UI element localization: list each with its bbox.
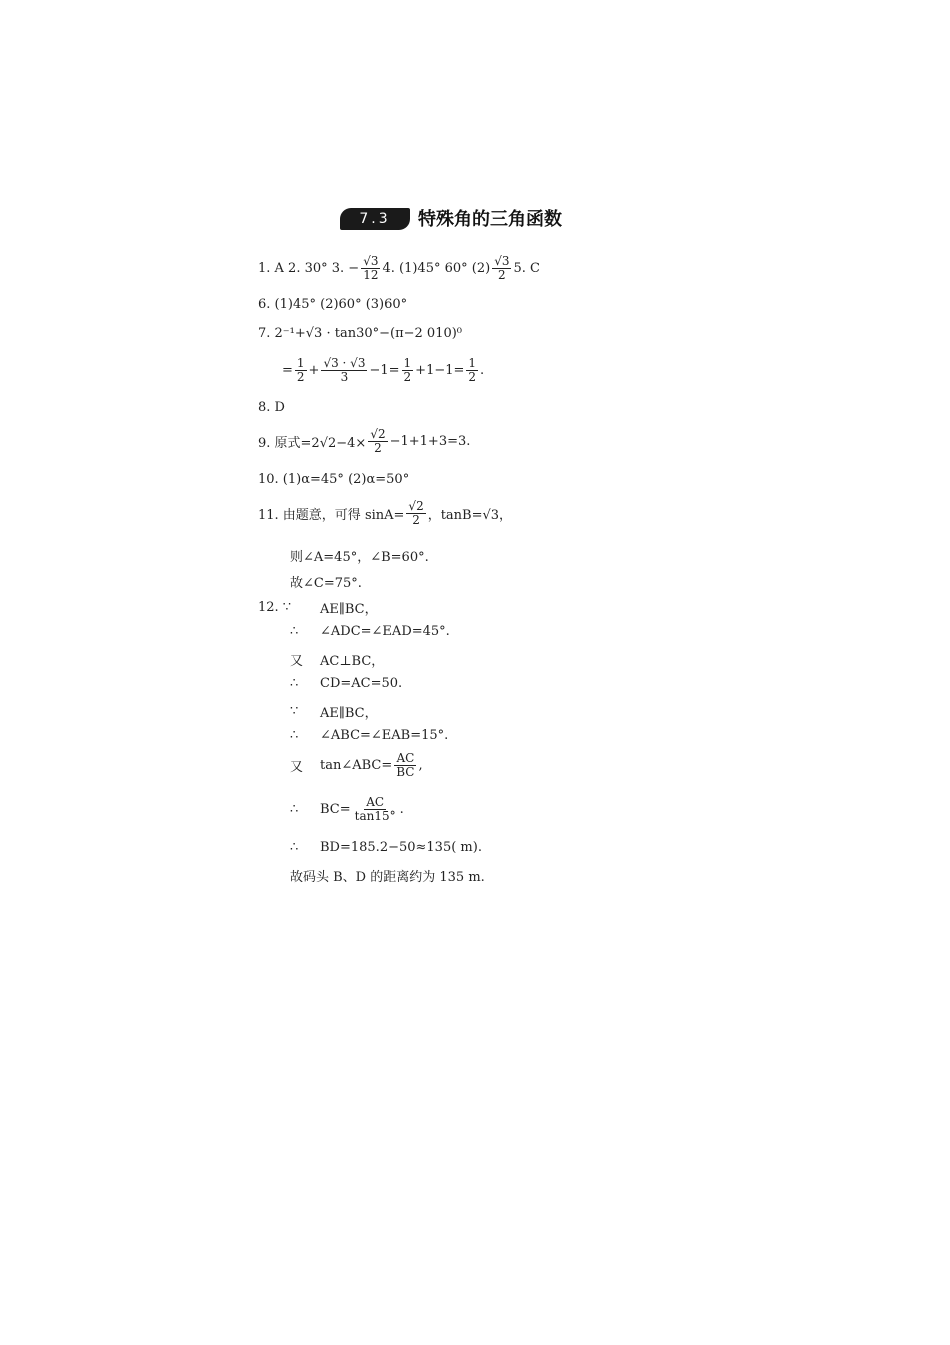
- answers-4: 4. (1)45° 60° (2): [382, 260, 491, 276]
- answer-9: 9. 原式=2√2−4× $\frac{√2}{2}$ −1+1+3=3.: [258, 427, 471, 455]
- fraction-1-2: $\frac{1}{2}$: [296, 356, 305, 384]
- fraction-ac-bc: $\frac{AC}{BC}$: [396, 751, 415, 779]
- fraction-1-2: $\frac{1}{2}$: [403, 356, 412, 384]
- fraction-sqrt2-2: $\frac{√2}{2}$: [370, 427, 386, 455]
- answer-11-conclusion: 故∠C=75°.: [290, 576, 362, 591]
- section-badge: 7.3: [340, 208, 410, 230]
- answers-1-3: 1. A 2. 30° 3. −: [258, 260, 360, 276]
- answer-12-step-5: ∵ AE∥BC，: [290, 704, 378, 721]
- fraction-1-2: $\frac{1}{2}$: [468, 356, 477, 384]
- fraction-sqrt3-sqrt3-3: $\frac{√3 \cdot √3}{3}$: [323, 356, 366, 384]
- section-title: 特殊角的三角函数: [418, 209, 562, 230]
- fraction-sqrt3-12: $\frac{√3}{12}$: [363, 254, 379, 282]
- fraction-ac-tan15: $\frac{AC}{\tan 15^\circ}$: [354, 795, 396, 823]
- answer-12-step-3: 又 AC⊥BC，: [290, 654, 385, 669]
- answer-11: 11. 由题意，可得 sinA= $\frac{√2}{2}$ ，tanB=√3，: [258, 499, 513, 527]
- answer-12-step-7: 又 tan∠ABC= $\frac{AC}{BC}$ ,: [290, 751, 423, 779]
- answer-5: 5. C: [513, 260, 540, 276]
- answer-12-step-4: ∴ CD=AC=50.: [290, 676, 403, 691]
- answer-10: 10. (1)α=45° (2)α=50°: [258, 472, 410, 487]
- answer-12-step-9: ∴ BD=185.2−50≈135( m).: [290, 840, 482, 855]
- answer-12-step-6: ∴ ∠ABC=∠EAB=15°.: [290, 728, 449, 743]
- answer-12-step-2: ∴ ∠ADC=∠EAD=45°.: [290, 624, 450, 639]
- fraction-sqrt2-2: $\frac{√2}{2}$: [408, 499, 424, 527]
- answer-6: 6. (1)45° (2)60° (3)60°: [258, 297, 408, 312]
- answer-line-1-5: [258, 255, 540, 281]
- answer-12-conclusion: 故码头 B、D 的距离约为 135 m.: [290, 870, 485, 885]
- answer-12-step-8: ∴ BC= $\frac{AC}{\tan 15^\circ}$ .: [290, 795, 404, 823]
- answer-11-angles: 则∠A=45°，∠B=60°.: [290, 550, 429, 565]
- answer-7-result: = $\frac{1}{2}$ + $\frac{√3 \cdot √3}{3}$ −1= $\frac{1}{2}$ +1−1= $\frac{1}{2}$ .: [282, 356, 485, 384]
- fraction-sqrt3-2: $\frac{√3}{2}$: [494, 254, 510, 282]
- answer-7: 7. 2⁻¹+√3 · tan30°−(π−2 010)⁰: [258, 326, 463, 341]
- answer-8: 8. D: [258, 400, 285, 415]
- answer-12-step-1: 12. ∵ AE∥BC，: [258, 600, 378, 617]
